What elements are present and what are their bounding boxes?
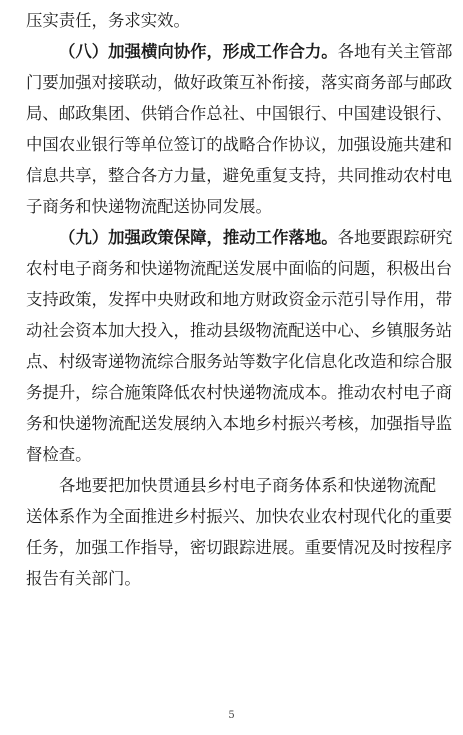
body-line: 督检查。 xyxy=(26,445,92,464)
body-line: 中国农业银行等单位签订的战略合作协议，加强设施共建和 xyxy=(26,135,453,154)
body-line: 信息共享，整合各方力量，避免重复支持，共同推动农村电 xyxy=(26,166,453,185)
body-line: 压实责任，务求实效。 xyxy=(26,11,190,30)
body-line: 点、村级寄递物流综合服务站等数字化信息化改造和综合服 xyxy=(26,352,453,371)
body-line: 任务，加强工作指导，密切跟踪进展。重要情况及时按程序 xyxy=(26,538,453,557)
body-line: 务和快递物流配送发展纳入本地乡村振兴考核，加强指导监 xyxy=(26,414,453,433)
body-line: 务提升，综合施策降低农村快递物流成本。推动农村电子商 xyxy=(26,383,453,402)
body-line: 动社会资本加大投入，推动县级物流配送中心、乡镇服务站 xyxy=(26,321,453,340)
body-text: 各地有关主管部 xyxy=(337,42,453,61)
body-line: 各地要把加快贯通县乡村电子商务体系和快递物流配 xyxy=(59,476,436,495)
section-8-heading: （八）加强横向协作，形成工作合力。 xyxy=(59,42,338,61)
section-9-first-line xyxy=(59,223,452,253)
body-line: 报告有关部门。 xyxy=(26,569,141,588)
body-line: 局、邮政集团、供销合作总社、中国银行、中国建设银行、 xyxy=(26,104,453,123)
body-line: 门要加强对接联动，做好政策互补衔接，落实商务部与邮政 xyxy=(26,73,453,92)
body-text: 各地要跟踪研究 xyxy=(337,228,453,247)
section-9-heading: （九）加强政策保障，推动工作落地。 xyxy=(59,228,338,247)
body-line: 子商务和快递物流配送协同发展。 xyxy=(26,197,272,216)
body-line: 送体系作为全面推进乡村振兴、加快农业农村现代化的重要 xyxy=(26,507,453,526)
body-line: 支持政策，发挥中央财政和地方财政资金示范引导作用，带 xyxy=(26,290,453,309)
body-line: 农村电子商务和快递物流配送发展中面临的问题，积极出台 xyxy=(26,259,453,278)
section-8-first-line xyxy=(59,37,452,67)
page-number: 5 xyxy=(228,710,235,721)
